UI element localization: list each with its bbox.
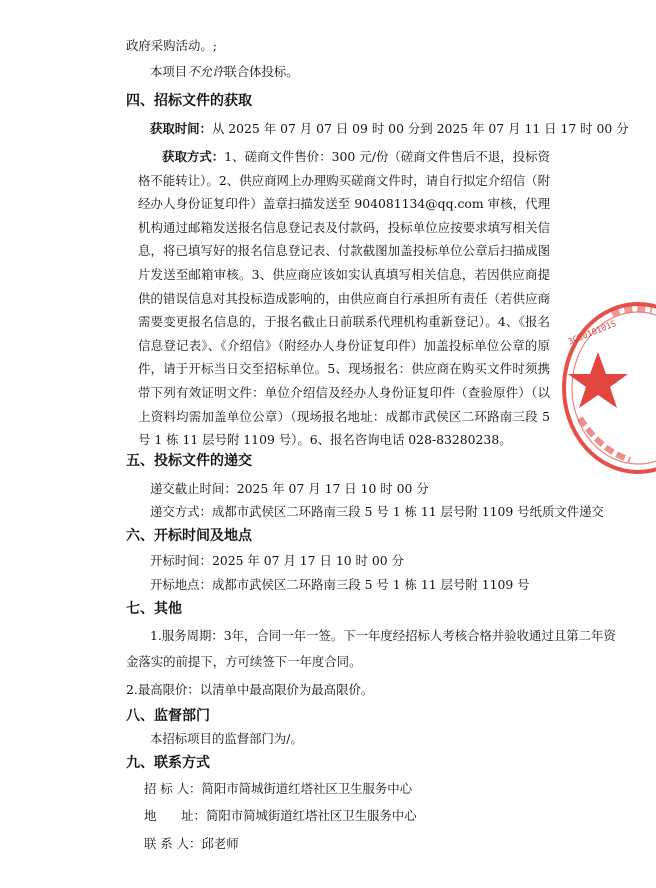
consortium-suffix: 联合体投标。	[224, 64, 299, 79]
contact-tenderer: 招 标 人：简阳市简城街道红塔社区卫生服务中心	[144, 781, 413, 796]
submission-location: 递交方式：成都市武侯区二环路南三段 5 号 1 栋 11 层号附 1109 号纸质文件递交	[150, 504, 604, 519]
seal-star-icon	[568, 352, 628, 408]
contact-address: 地 址：简阳市简城街道红塔社区卫生服务中心	[144, 808, 417, 823]
seal-rim-number: 3CS010101S	[566, 319, 618, 348]
consortium-italic: 不允许	[187, 64, 225, 79]
section-7-title: 七、其他	[126, 601, 182, 617]
official-seal	[560, 300, 656, 480]
acquisition-method-text: 1、磋商文件售价：300 元/份（磋商文件售后不退，投标资格不能转让）。2、供应商网上办理购买磋商文件时，请自行拟定介绍信（附经办人身份证复印件）盖章扫描发送至 904081134@qq.com 审核，代理机构通过邮箱发送报名信息登记表及付款码，投标单位应按要求填写相关信息，将已填写好的报名信息登记表、付款截图加盖投标单位公章后扫描成图片发送至邮箱审核。3、供应商应该如实认真填写相关信息，若因供应商提供的错误信息对其投标造成影响的，由供应商自行承担所有责任（若供应商需要变更报名信息的，于报名截止日前联系代理机构重新登记）。4、《报名信息登记表》、《介绍信》（附经办人身份证复印件）加盖投标单位公章的原件，请于开标当日交至招标单位。5、现场报名：供应商在购买文件时须携带下列有效证明文件：单位介绍信及经办人身份证复印件（查验原件）（以上资料均需加盖单位公章）（现场报名地址：成都市武侯区二环路南三段 5 号 1 栋 11 层号附 1109 号）。6、报名咨询电话 028-83280238。	[138, 149, 550, 448]
acquisition-method-label: 获取方式：	[162, 149, 225, 164]
acquisition-method	[138, 145, 550, 452]
acquisition-time	[150, 121, 629, 137]
continuation-text: 政府采购活动。;	[126, 38, 217, 53]
opening-place: 开标地点：成都市武侯区二环路南三段 5 号 1 栋 11 层号附 1109 号	[150, 577, 530, 592]
section-5-title: 五、投标文件的递交	[126, 453, 252, 469]
section-8-title: 八、监督部门	[126, 708, 210, 724]
seal-upper-lettering	[612, 309, 652, 314]
consortium-note	[150, 64, 299, 80]
other-item-1-line-1: 1.服务周期：3年，合同一年一签。下一年度经招标人考核合格并验收通过且第二年资	[150, 628, 616, 643]
contact-person: 联 系 人：邱老师	[144, 836, 239, 851]
submission-deadline: 递交截止时间：2025 年 07 月 17 日 10 时 00 分	[150, 481, 429, 496]
supervision-text: 本招标项目的监督部门为/。	[150, 731, 303, 746]
section-9-title: 九、联系方式	[126, 755, 210, 771]
acquisition-time-label: 获取时间：	[150, 121, 212, 136]
section-4-title: 四、招标文件的获取	[126, 93, 252, 109]
acquisition-time-value: 从 2025 年 07 月 07 日 09 时 00 分到 2025 年 07 月 11 日 17 时 00 分	[211, 121, 629, 136]
opening-time: 开标时间：2025 年 07 月 17 日 10 时 00 分	[150, 553, 404, 568]
section-6-title: 六、开标时间及地点	[126, 528, 252, 544]
consortium-prefix: 本项目	[150, 64, 188, 79]
other-item-1-line-2: 金落实的前提下，方可续签下一年度合同。	[126, 654, 362, 669]
other-item-2: 2.最高限价：以清单中最高限价为最高限价。	[126, 682, 374, 697]
